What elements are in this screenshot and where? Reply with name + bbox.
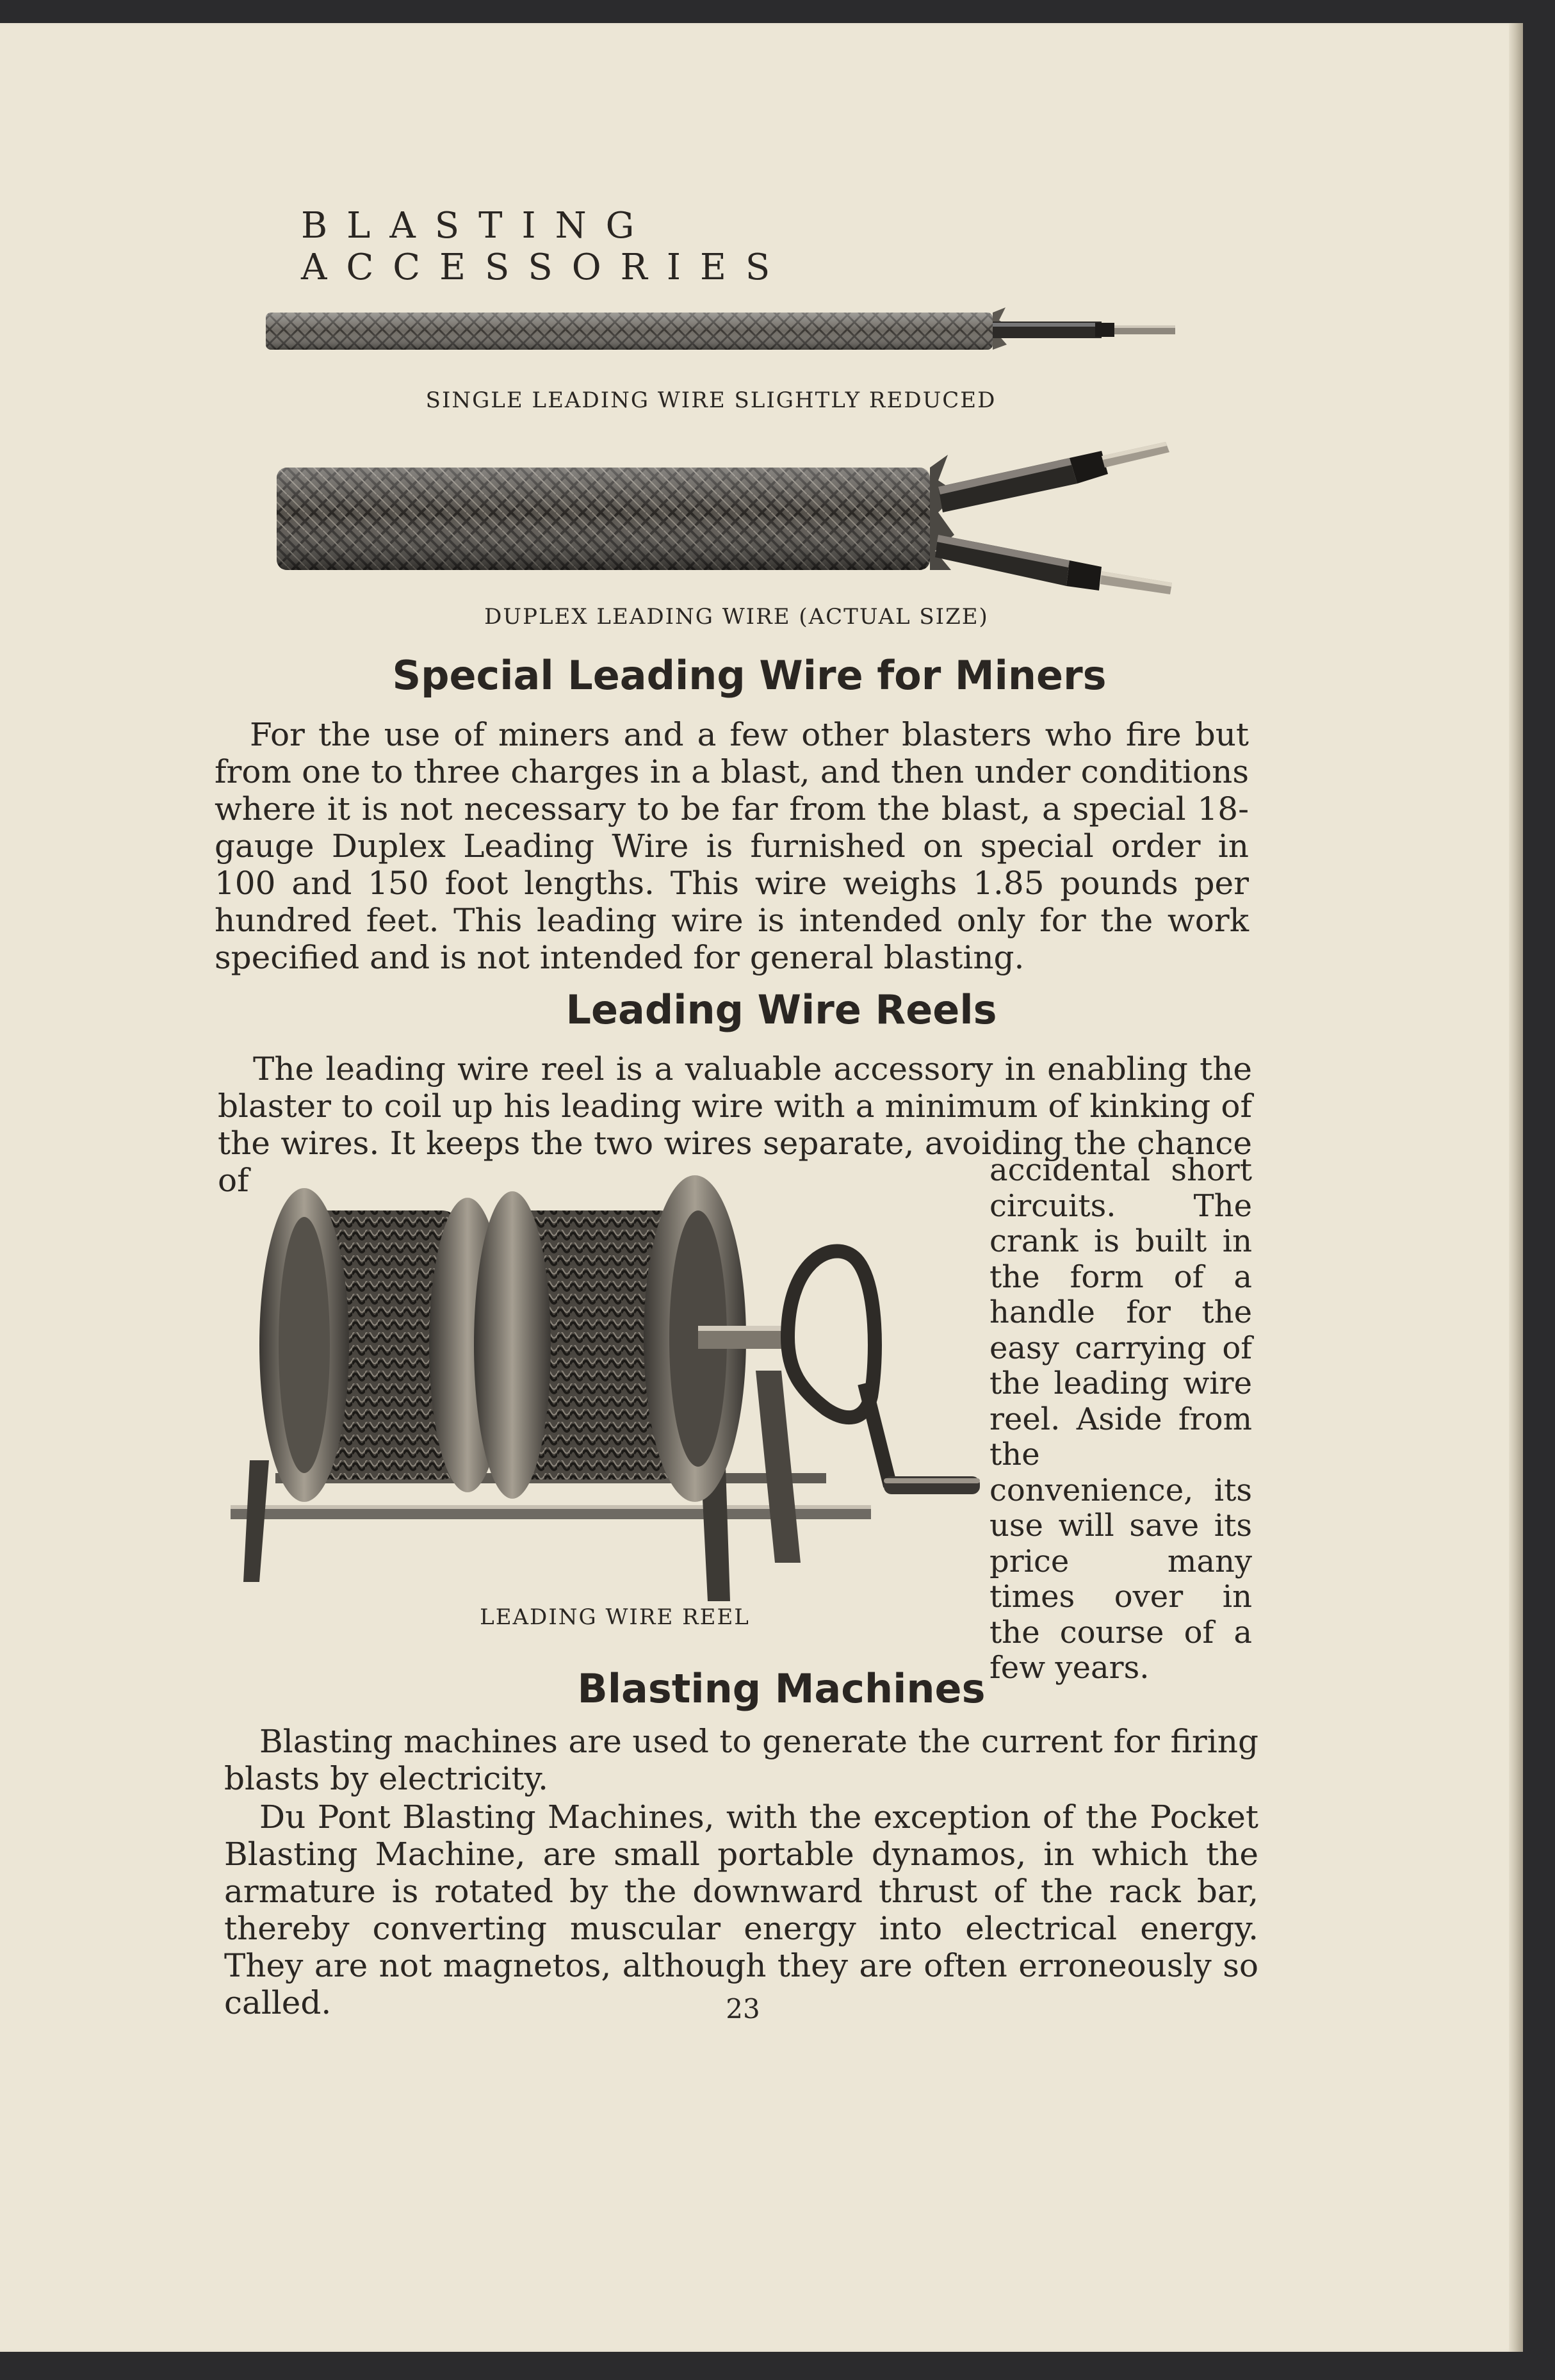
duplex-leading-wire-illustration <box>269 423 1185 602</box>
page-edge <box>1509 23 1523 2352</box>
section-heading-leading-wire-reels: Leading Wire Reels <box>566 986 997 1033</box>
leading-wire-reel-illustration <box>224 1166 980 1608</box>
section-heading-blasting-machines: Blasting Machines <box>577 1665 986 1712</box>
single-wire-caption: SINGLE LEADING WIRE SLIGHTLY REDUCED <box>425 387 997 413</box>
section-paragraph-blasting-machines-2: Du Pont Blasting Machines, with the exception of the Pocket Blasting Machine, are small portable dynamos, in which the armature is rotated by the downward thrust of the rack bar, thereby converting muscular energy into electrical energy. They are not magnetos, although they are often erroneously so called. <box>224 1798 1258 2021</box>
reel-caption: LEADING WIRE REEL <box>480 1604 750 1630</box>
section-paragraph-special-leading-wire: For the use of miners and a few other blasters who fire but from one to three charges in a blast, and then under conditions where it is not necessary to be far from the blast, a special 18-gauge Duplex Leading Wire is furnished on special order in 100 and 150 foot lengths. This wire weighs 1.85 pounds per hundred feet. This leading wire is intended only for the work specified and is not intended for general blasting. <box>215 716 1249 976</box>
section-paragraph-reels-intro: The leading wire reel is a valuable accessory in enabling the blaster to coil up his leading wire with a minimum of kinking of the wires. It keeps the two wires separate, avoiding the chance of <box>218 1050 1252 1199</box>
running-head: BLASTING ACCESSORIES <box>301 205 790 288</box>
section-heading-special-leading-wire: Special Leading Wire for Miners <box>392 652 1107 699</box>
duplex-wire-caption: DUPLEX LEADING WIRE (ACTUAL SIZE) <box>484 604 989 630</box>
single-leading-wire-illustration <box>263 301 1178 359</box>
page-number: 23 <box>726 1993 760 2025</box>
section-paragraph-blasting-machines-1: Blasting machines are used to generate the current for firing blasts by electricity. <box>224 1723 1258 1797</box>
section-paragraph-reels-wrap: accidental short circuits. The crank is built in the form of a handle for the easy carrying of the leading wire reel. Aside from the convenience, its use will save its price many times over in the course of a few years. <box>989 1152 1252 1686</box>
